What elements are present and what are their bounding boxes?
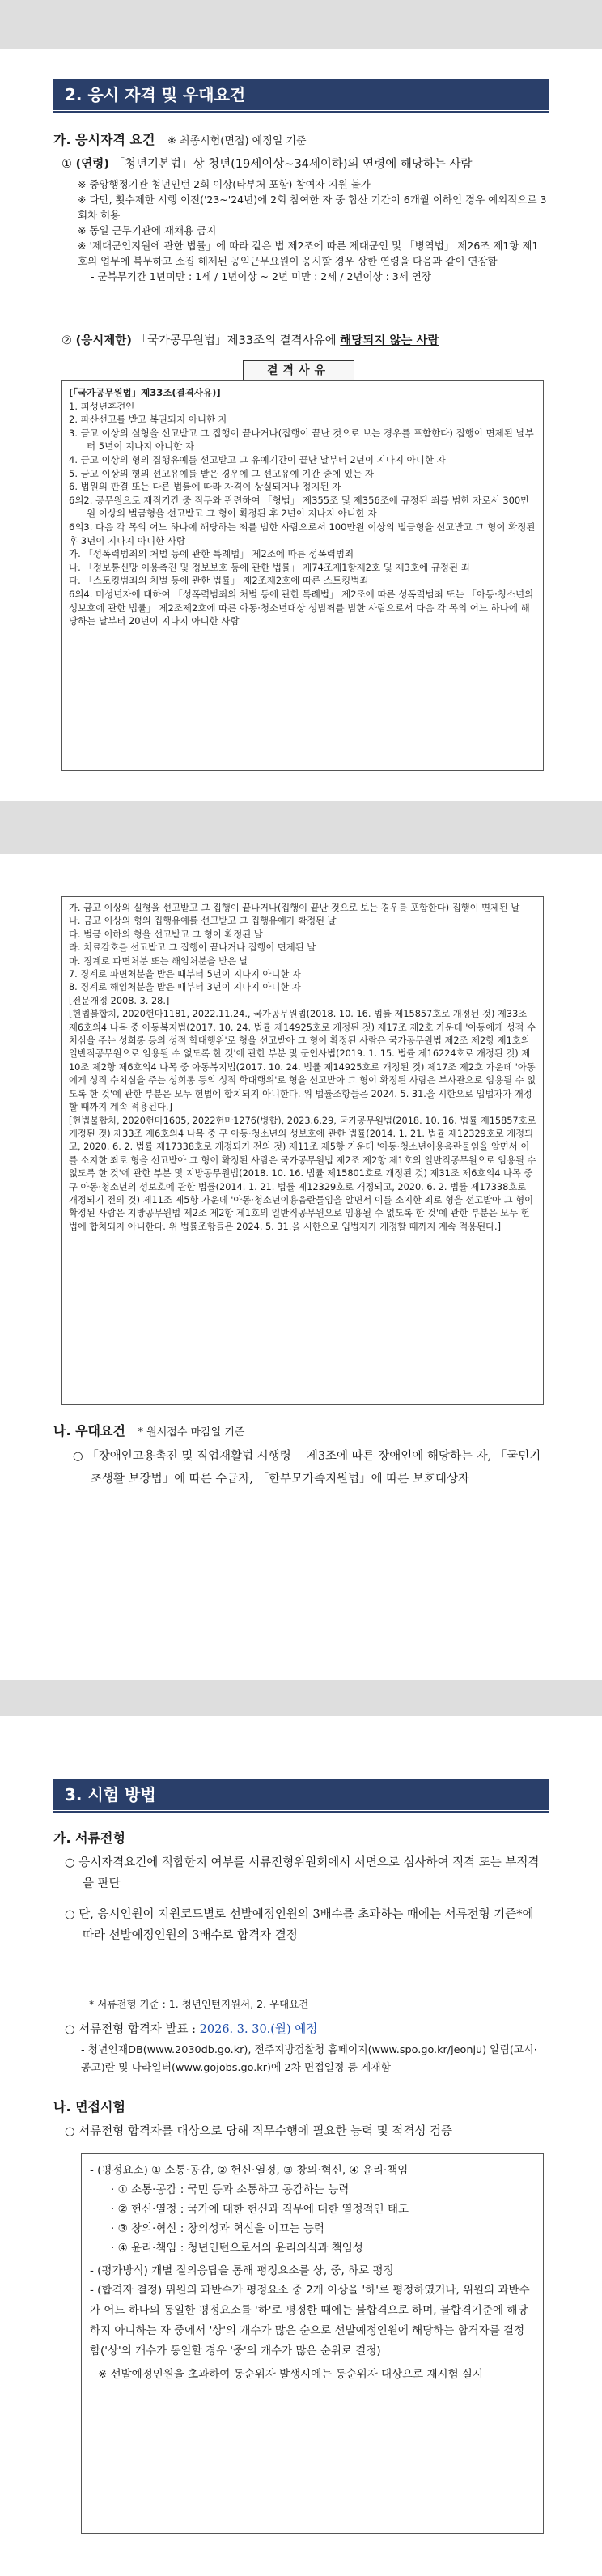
item-number: ① <box>61 158 72 171</box>
box-line: 8. 징계로 해임처분을 받은 때부터 3년이 지나지 아니한 자 <box>69 982 301 993</box>
box-line: 6의3. 다음 각 목의 어느 하나에 해당하는 죄를 범한 사람으로서 100만원 이상의 벌금형을 선고받고 그 형이 확정된 후 3년이 지나지 아니한 사람 <box>69 521 536 546</box>
screening-bullets <box>65 1852 547 1946</box>
box-line: 1. 피성년후견인 <box>69 400 135 412</box>
box-line: 3. 금고 이상의 실형을 선고받고 그 집행이 끝나거나(집행이 끝난 것으로 보는 경우를 포함한다) 집행이 면제된 날부터 5년이 지나지 아니한 자 <box>69 427 534 453</box>
box-line: [헌법불합치, 2020헌마1181, 2022.11.24., 국가공무원법(2018. 10. 16. 법률 제15857호로 개정된 것) 제33조 제6호의4 나목 중 아동복지법(2017. 10. 24. 법률 제14925호로 개정된 것) 제17조 제2호 가운데 '아동에게 성적 수치심을 주는 성희롱 등의 성적 학대행위'로 형을 선고받아 그 형이 확정된 사람은 국가공무원법 제2조 제2항 제1호의 일반직공무원으로 임용될 수 없도록 한 것'에 관한 부분 및 군인사법(2019. 1. 15. 법률 제16224호로 개정된 것) 제10조 제2항 제6호의4 나목 중 아동복지법(2017. 10. 24. 법률 제14925호로 개정된 것) 제17조 제2호 가운데 '아동에게 성적 수치심을 주는 성희롱 등의 성적 학대행위'로 형을 선고받아 그 형이 확정된 사람은 부사관으로 임용될 수 없도록 한 것'에 관한 부분은 모두 헌법에 합치되지 아니한다. 위 법률조항들은 2024. 5. 31.을 시한으로 입법자가 개정할 때까지 계속 적용된다.] <box>69 1009 536 1113</box>
announcement <box>65 2019 547 2040</box>
box-line: 마. 징계로 파면처분 또는 해임처분을 받은 날 <box>69 955 248 967</box>
note-line: - 군복무기간 1년미만 : 1세 / 1년이상 ~ 2년 미만 : 2세 / 2년이상 : 3세 연장 <box>91 270 431 283</box>
bullet-text: 서류전형 합격자를 대상으로 당해 직무수행에 필요한 능력 및 적격성 검증 <box>78 2125 452 2138</box>
note-line: ※ 동일 근무기관에 재채용 금지 <box>78 224 217 236</box>
preference-title <box>53 1421 244 1439</box>
document-page-1 <box>0 49 602 801</box>
criteria-note: * 서류전형 기준 : 1. 청년인턴지원서, 2. 우대요건 <box>89 1998 309 2010</box>
bullet-text: 응시자격요건에 적합한지 여부를 서류전형위원회에서 서면으로 심사하여 적격 또는 부적격을 판단 <box>78 1856 540 1890</box>
bullet-circle: ○ <box>65 2023 79 2036</box>
bullet-circle: ○ <box>65 1856 79 1869</box>
box-line: 다. 「스토킹범죄의 처벌 등에 관한 법률」 제2조제2호에 따른 스토킹범죄 <box>69 575 369 587</box>
bullet-circle: ○ <box>65 2125 79 2138</box>
box-line: [「국가공무원법」제33조(결격사유)] <box>69 387 221 398</box>
subsection-note: ※ 최종시험(면접) 예정일 기준 <box>167 135 307 147</box>
announce-date: 2026. 3. 30.(월) 예정 <box>199 2023 318 2036</box>
box-line: ※ 선발예정인원을 초과하여 동순위자 발생시에는 동순위자 대상으로 재시험 실시 <box>98 2368 483 2381</box>
box-line: · ④ 윤리·책임 : 청년인턴으로서의 윤리의식과 책임성 <box>111 2242 363 2255</box>
box-line: 가. 「성폭력범죄의 처벌 등에 관한 특례법」 제2조에 따른 성폭력범죄 <box>69 548 354 560</box>
bullet-circle: ○ <box>73 1450 87 1463</box>
box-line: [헌법불합치, 2020헌마1605, 2022헌마1276(병합), 2023.6.29, 국가공무원법(2018. 10. 16. 법률 제15857호로 개정된 것) 제33조 제6호의4 나목 중 구 아동·청소년의 성보호에 관한 법률(2014. 1. 21. 법률 제12329호로 개정되고, 2020. 6. 2. 법률 제17338호로 개정되기 전의 것) 제11조 제5항 가운데 '아동·청소년이용음란물임을 알면서 이를 소지한 죄로 형을 선고받아 그 형이 확정된 사람은 국가공무원법 제2조 제2항 제1호의 일반직공무원으로 임용될 수 없도록 한 것'에 관한 부분 및 지방공무원법(2018. 10. 16. 법률 제15801호로 개정된 것) 제31조 제6호의4 나목 중 구 아동·청소년의 성보호에 관한 법률(2014. 1. 21. 법률 제12329호로 개정되고, 2020. 6. 2. 법률 제17338호로 개정되기 전의 것) 제11조 제5항 가운데 '아동·청소년이용음란물임을 알면서 이를 소지한 죄로 형을 선고받아 그 형이 확정된 사람은 지방공무원법 제2조 제2항 제1호의 일반직공무원으로 임용될 수 없도록 한 것'에 관한 부분은 모두 헌법에 합치되지 아니한다. 위 법률조항들은 2024. 5. 31.을 시한으로 입법자가 개정할 때까지 계속 적용된다.] <box>69 1115 536 1232</box>
interview-bullet <box>65 2121 547 2142</box>
box-line: 6의4. 미성년자에 대하여 「성폭력범죄의 처벌 등에 관한 특례법」 제2조에 따른 성폭력범죄 또는 「아동·청소년의 성보호에 관한 법률」 제2조제2호에 따른 아동·청소년대상 성범죄를 범한 사람으로서 다음 각 목의 어느 하나에 해당하는 날부터 20년이 지나지 아니한 사람 <box>69 588 534 627</box>
note-line: ※ 다만, 횟수제한 시행 이전('23~'24년)에 2회 참여한 자 중 합산 기간이 6개월 이하인 경우 예외적으로 3회차 허용 <box>78 193 547 221</box>
interview-title: 나. 면접시험 <box>53 2099 125 2115</box>
subsection-note: * 원서접수 마감일 기준 <box>138 1426 245 1439</box>
box-line: · ② 헌신·열정 : 국가에 대한 헌신과 직무에 대한 열정적인 태도 <box>111 2203 409 2216</box>
item-label: (응시제한) <box>75 334 132 347</box>
subsection-title-text: 가. 응시자격 요건 <box>53 132 155 147</box>
box-line: · ① 소통·공감 : 국민 등과 소통하고 공감하는 능력 <box>111 2183 350 2196</box>
box-line: 6의2. 공무원으로 재직기간 중 직무와 관련하여 「형법」 제355조 및 제356조에 규정된 죄를 범한 자로서 300만원 이상의 벌금형을 선고받고 그 형이 확정된 후 2년이 지나지 아니한 자 <box>69 494 530 520</box>
bullet-item <box>65 1904 547 1946</box>
box-line: 나. 「정보통신망 이용촉진 및 정보보호 등에 관한 법률」 제74조제1항제2호 및 제3호에 규정된 죄 <box>69 561 470 573</box>
box-line: 4. 금고 이상의 형의 집행유예를 선고받고 그 유예기간이 끝난 날부터 2년이 지나지 아니한 자 <box>69 453 446 465</box>
disqualification-box <box>61 380 544 771</box>
box-line: 가. 금고 이상의 실형을 선고받고 그 집행이 끝나거나(집행이 끝난 것으로 보는 경우를 포함한다) 집행이 면제된 날 <box>69 903 520 913</box>
box-line: 다. 벌금 이하의 형을 선고받고 그 형이 확정된 날 <box>69 929 263 940</box>
age-notes <box>78 176 547 284</box>
preference-item <box>73 1445 542 1490</box>
box-line: - (평정요소) ① 소통·공감, ② 헌신·열정, ③ 창의·혁신, ④ 윤리·책임 <box>90 2164 409 2177</box>
note-line: ※ 중앙행정기관 청년인턴 2회 이상(타부처 포함) 참여자 지원 불가 <box>78 178 371 190</box>
box-line: - (합격자 결정) 위원의 과반수가 평정요소 중 2개 이상을 '하'로 평정하였거나, 위원의 과반수가 어느 하나의 동일한 평정요소를 '하'로 평정한 때에는 불합격으로 하며, 불합격기준에 해당하지 아니하는 자 중에서 '상'의 개수가 많은 순으로 선발예정인원에 해당하는 합격자를 결정함('상'의 개수가 동일할 경우 '중'의 개수가 많은 순위로 결정) <box>90 2284 530 2357</box>
restriction-requirement <box>61 332 547 350</box>
box-line: 6. 법원의 판결 또는 다른 법률에 따라 자격이 상실되거나 정지된 자 <box>69 481 341 493</box>
section-title-eligibility: 2. 응시 자격 및 우대요건 <box>53 79 549 110</box>
document-screening-title: 가. 서류전형 <box>53 1830 125 1846</box>
item-text: 「청년기본법」상 청년(19세이상~34세이하)의 연령에 해당하는 사람 <box>112 158 473 171</box>
subsection-title <box>53 130 307 148</box>
item-number: ② <box>61 334 72 347</box>
box-line: 7. 징계로 파면처분을 받은 때부터 5년이 지나지 아니한 자 <box>69 969 301 980</box>
age-requirement <box>61 155 547 173</box>
bullet-text: 단, 응시인원이 지원코드별로 선발예정인원의 3배수를 초과하는 때에는 서류전형 기준*에 따라 선발예정인원의 3배수로 합격자 결정 <box>78 1908 534 1942</box>
announcement-detail: - 청년인재DB(www.2030db.go.kr), 전주지방검찰청 홈페이지(www.spo.go.kr/jeonju) 알림(고시·공고)란 및 나라일터(www.gojobs.go.kr)에 2차 면접일정 등 게재함 <box>81 2044 537 2074</box>
box-line: · ③ 창의·혁신 : 창의성과 혁신을 이끄는 능력 <box>111 2222 324 2235</box>
box-line: - (평가방식) 개별 질의응답을 통해 평정요소를 상, 중, 하로 평정 <box>90 2264 394 2277</box>
bullet-item <box>65 1852 547 1894</box>
disqualification-label: 결격사유 <box>243 360 354 381</box>
item-text: 「국가공무원법」제33조의 결격사유에 <box>135 334 337 347</box>
preference-text: 「장애인고용촉진 및 직업재활법 시행령」 제3조에 따른 장애인에 해당하는 자, 「국민기초생활 보장법」에 따른 수급자, 「한부모가족지원법」에 따른 보호대상자 <box>87 1450 541 1486</box>
box-line: 나. 금고 이상의 형의 집행유예를 선고받고 그 집행유예가 확정된 날 <box>69 916 337 927</box>
interview-criteria-box <box>81 2153 544 2534</box>
section-title-exam: 3. 시험 방법 <box>53 1779 549 1810</box>
disqualification-box-continued <box>61 896 544 1405</box>
document-page-2 <box>0 854 602 1680</box>
subsection-title-text: 나. 우대요건 <box>53 1423 125 1439</box>
note-line: ※ '제대군인지원에 관한 법률」에 따라 같은 법 제2조에 따른 제대군인 및 「병역법」 제26조 제1항 제1호의 업무에 복무하고 소집 해제된 공익근무요원이 응시할 경우 상한 연령을 다음과 같이 연장함 <box>78 240 539 267</box>
document-page-3 <box>0 1716 602 2576</box>
item-text-emphasis: 해당되지 않는 사람 <box>340 334 439 347</box>
box-line: 2. 파산선고를 받고 복권되지 아니한 자 <box>69 414 227 426</box>
announce-label: 서류전형 합격자 발표 : <box>78 2023 197 2036</box>
box-line: [전문개정 2008. 3. 28.] <box>69 995 170 1006</box>
bullet-circle: ○ <box>65 1908 79 1921</box>
box-line: 5. 금고 이상의 형의 선고유예를 받은 경우에 그 선고유예 기간 중에 있는 자 <box>69 467 374 479</box>
item-label: (연령) <box>75 158 109 171</box>
box-line: 라. 치료감호를 선고받고 그 집행이 끝나거나 집행이 면제된 날 <box>69 942 316 954</box>
